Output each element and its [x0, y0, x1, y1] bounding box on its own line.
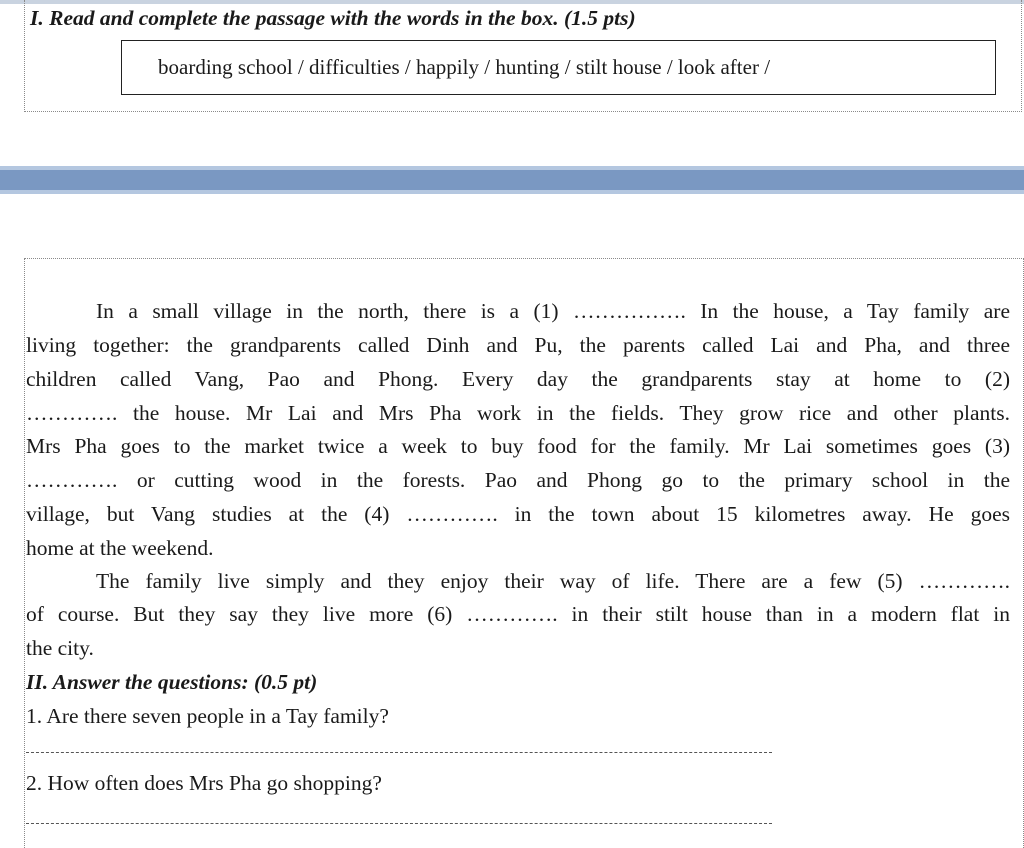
word-box [121, 40, 996, 95]
answer-line-2[interactable] [26, 823, 772, 824]
passage-line-9: The family live simply and they enjoy their way of life. There are a few (5) …………. [96, 569, 1010, 593]
section-two-heading: II. Answer the questions: (0.5 pt) [26, 670, 318, 694]
passage-line-2: living together: the grandparents called Dinh and Pu, the parents called Lai and Pha, and three [26, 333, 1010, 357]
passage-line-3: children called Vang, Pao and Phong. Every day the grandparents stay at home to (2) [26, 367, 1010, 391]
passage-line-8: home at the weekend. [26, 536, 214, 560]
passage-line-6: …………. or cutting wood in the forests. Pao and Phong go to the primary school in the [26, 468, 1010, 492]
passage-line-7: village, but Vang studies at the (4) …………. in the town about 15 kilometres away. He goes [26, 502, 1010, 526]
passage-line-10: of course. But they say they live more (6) …………. in their stilt house than in a modern flat in [26, 602, 1010, 626]
section-divider-band [0, 166, 1024, 194]
passage-line-11: the city. [26, 636, 94, 660]
answer-line-1[interactable] [26, 752, 772, 753]
word-box-text: boarding school / difficulties / happily / hunting / stilt house / look after / [158, 55, 771, 79]
question-1: 1. Are there seven people in a Tay family? [26, 704, 389, 728]
section-one-heading: I. Read and complete the passage with the words in the box. (1.5 pts) [30, 6, 636, 30]
passage-line-5: Mrs Pha goes to the market twice a week to buy food for the family. Mr Lai sometimes goes (3) [26, 434, 1010, 458]
question-2: 2. How often does Mrs Pha go shopping? [26, 771, 382, 795]
passage-line-1: In a small village in the north, there is a (1) ……………. In the house, a Tay family are [96, 299, 1010, 323]
passage-line-4: …………. the house. Mr Lai and Mrs Pha work in the fields. They grow rice and other plants. [26, 401, 1010, 425]
